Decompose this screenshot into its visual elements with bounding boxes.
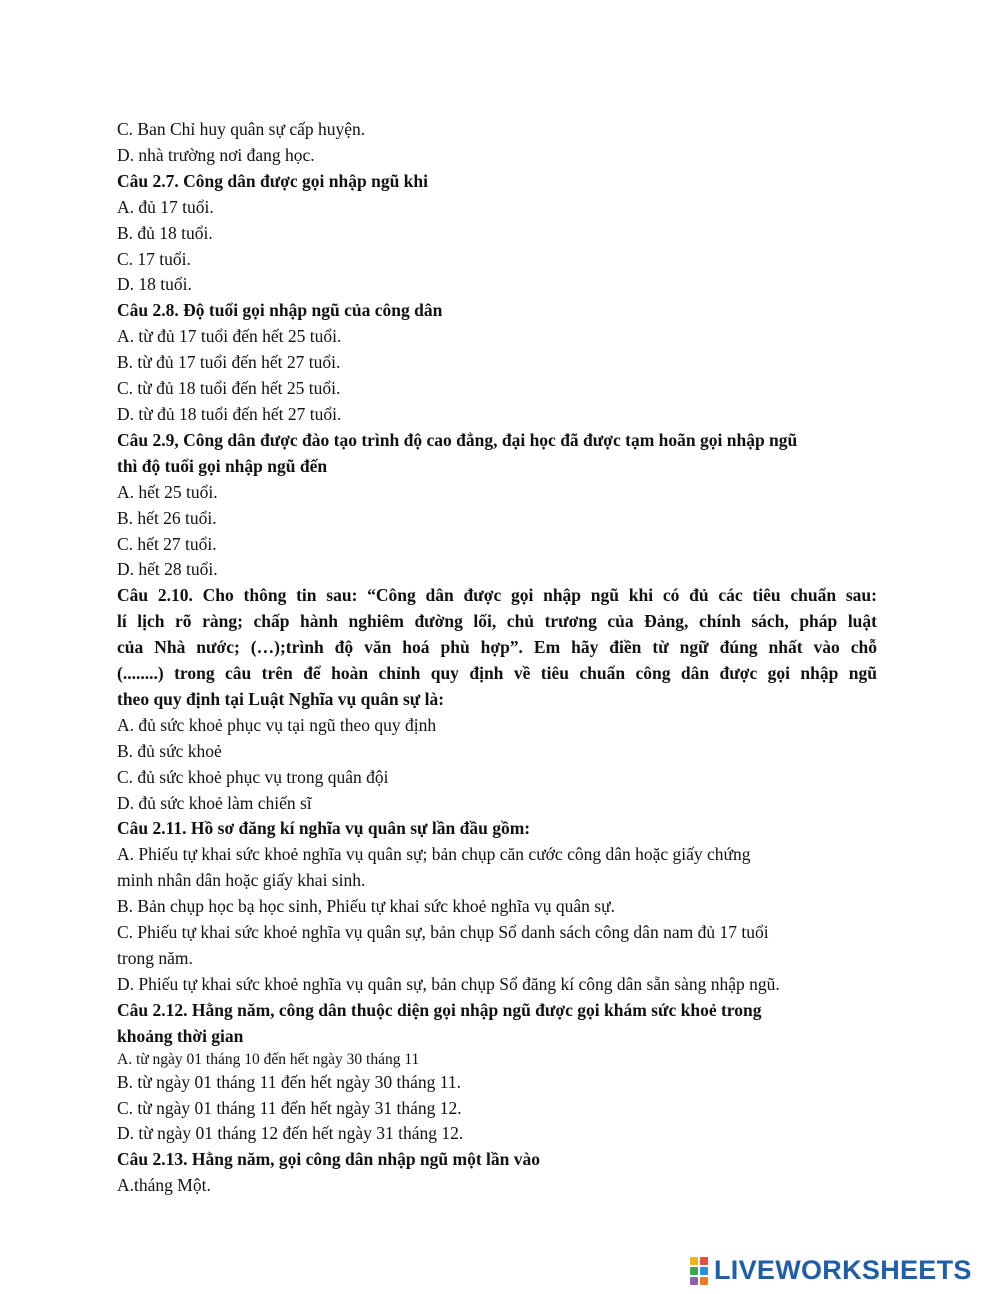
question-text: Câu 2.12. Hằng năm, công dân thuộc diện gọi nhập ngũ được gọi khám sức khoẻ trong	[117, 999, 762, 1020]
document-body	[117, 117, 877, 1199]
question-text: Câu 2.9, Công dân được đào tạo trình độ cao đẳng, đại học đã được tạm hoãn gọi nhập ngũ	[117, 429, 798, 450]
answer-option: A. đủ 17 tuổi.	[117, 196, 214, 217]
question-text: của Nhà nước; (…);trình độ văn hoá phù hợp”. Em hãy điền từ ngữ đúng nhất vào chỗ	[117, 637, 877, 658]
answer-option: minh nhân dân hoặc giấy khai sinh.	[117, 870, 366, 891]
answer-option: C. từ đủ 18 tuổi đến hết 25 tuổi.	[117, 378, 341, 399]
answer-option: B. đủ 18 tuổi.	[117, 222, 213, 243]
answer-option: A. Phiếu tự khai sức khoẻ nghĩa vụ quân sự; bản chụp căn cước công dân hoặc giấy chứng	[117, 844, 751, 865]
question-text: (........) trong câu trên để hoàn chỉnh quy định về tiêu chuẩn công dân được gọi nhập ngũ	[117, 663, 877, 684]
answer-option: D. 18 tuổi.	[117, 274, 192, 295]
answer-option: D. nhà trường nơi đang học.	[117, 144, 315, 165]
logo-grid-icon	[690, 1257, 708, 1285]
question-text: Câu 2.13. Hằng năm, gọi công dân nhập ngũ một lần vào	[117, 1149, 541, 1170]
logo-square	[700, 1267, 708, 1275]
question-text: khoảng thời gian	[117, 1025, 244, 1046]
answer-option: C. Phiếu tự khai sức khoẻ nghĩa vụ quân sự, bản chụp Sổ danh sách công dân nam đủ 17 tuổi	[117, 922, 769, 943]
answer-option: D. đủ sức khoẻ làm chiến sĩ	[117, 792, 312, 813]
answer-option: D. từ đủ 18 tuổi đến hết 27 tuổi.	[117, 403, 342, 424]
question-text: Câu 2.11. Hồ sơ đăng kí nghĩa vụ quân sự lần đầu gồm:	[117, 818, 531, 839]
answer-option: C. 17 tuổi.	[117, 248, 191, 269]
question-text: theo quy định tại Luật Nghĩa vụ quân sự là:	[117, 688, 445, 709]
answer-option: B. hết 26 tuổi.	[117, 507, 217, 528]
question-text: Câu 2.10. Cho thông tin sau: “Công dân được gọi nhập ngũ khi có đủ các tiêu chuẩn sau:	[117, 585, 877, 606]
logo-square	[690, 1257, 698, 1265]
logo-square	[690, 1267, 698, 1275]
question-text: Câu 2.7. Công dân được gọi nhập ngũ khi	[117, 170, 429, 191]
question-text: thì độ tuổi gọi nhập ngũ đến	[117, 455, 328, 476]
answer-option: A. đủ sức khoẻ phục vụ tại ngũ theo quy định	[117, 714, 437, 735]
answer-option: A.tháng Một.	[117, 1175, 211, 1196]
answer-option: C. từ ngày 01 tháng 11 đến hết ngày 31 tháng 12.	[117, 1097, 462, 1118]
answer-option: A. từ ngày 01 tháng 10 đến hết ngày 30 tháng 11	[117, 1050, 420, 1068]
answer-option: C. đủ sức khoẻ phục vụ trong quân đội	[117, 766, 389, 787]
answer-option: D. Phiếu tự khai sức khoẻ nghĩa vụ quân sự, bản chụp Sổ đăng kí công dân sẵn sàng nhập ngũ.	[117, 973, 780, 994]
answer-option: D. từ ngày 01 tháng 12 đến hết ngày 31 tháng 12.	[117, 1123, 464, 1144]
answer-option: trong năm.	[117, 948, 193, 968]
logo-square	[700, 1257, 708, 1265]
question-text: lí lịch rõ ràng; chấp hành nghiêm đường lối, chủ trương của Đảng, chính sách, pháp luật	[117, 611, 877, 632]
logo-square	[690, 1277, 698, 1285]
answer-option: B. Bản chụp học bạ học sinh, Phiếu tự khai sức khoẻ nghĩa vụ quân sự.	[117, 896, 615, 917]
answer-option: A. từ đủ 17 tuổi đến hết 25 tuổi.	[117, 326, 342, 347]
answer-option: B. từ đủ 17 tuổi đến hết 27 tuổi.	[117, 352, 341, 373]
answer-option: B. từ ngày 01 tháng 11 đến hết ngày 30 tháng 11.	[117, 1071, 462, 1092]
logo-text: LIVEWORKSHEETS	[714, 1255, 972, 1285]
document-page	[117, 117, 877, 1199]
answer-option: D. hết 28 tuổi.	[117, 559, 218, 580]
liveworksheets-logo	[690, 1255, 972, 1286]
answer-option: C. hết 27 tuổi.	[117, 533, 217, 554]
answer-option: C. Ban Chỉ huy quân sự cấp huyện.	[117, 119, 366, 139]
answer-option: A. hết 25 tuổi.	[117, 481, 218, 502]
answer-option: B. đủ sức khoẻ	[117, 740, 222, 761]
logo-square	[700, 1277, 708, 1285]
question-text: Câu 2.8. Độ tuổi gọi nhập ngũ của công dân	[117, 300, 443, 321]
